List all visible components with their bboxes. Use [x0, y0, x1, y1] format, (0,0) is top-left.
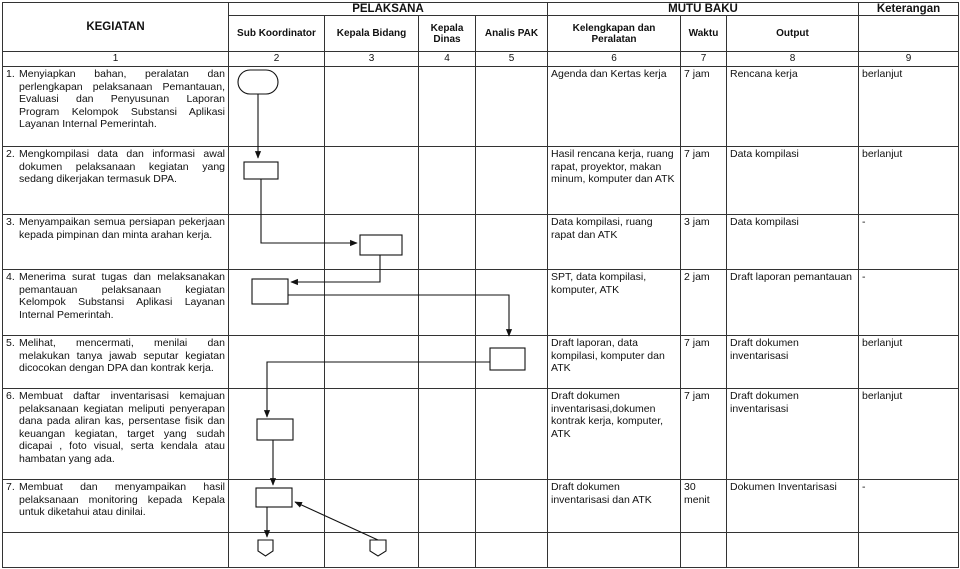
table-row: [3, 480, 959, 533]
waktu-cell: 7 jam: [681, 336, 727, 389]
blank-cell: [548, 533, 681, 568]
lane-analis-pak: [476, 480, 548, 533]
table-row: [3, 533, 959, 568]
blank-cell: [3, 533, 229, 568]
output-cell: Dokumen Inventarisasi: [727, 480, 859, 533]
lane-kepala-bidang: [325, 480, 419, 533]
header-output: Output: [727, 16, 859, 52]
row-number: 6.: [6, 390, 15, 402]
output-cell: Draft dokumen inventarisasi: [727, 336, 859, 389]
waktu-cell: 7 jam: [681, 147, 727, 215]
lane-kepala-dinas: [419, 270, 476, 336]
keterangan-cell: berlanjut: [859, 147, 959, 215]
lane-kepala-bidang: [325, 67, 419, 147]
kegiatan-cell: [3, 215, 229, 270]
header-kepala-bidang: Kepala Bidang: [325, 16, 419, 52]
lane-kepala-dinas: [419, 336, 476, 389]
lane-analis-pak: [476, 270, 548, 336]
lane-kepala-dinas: [419, 389, 476, 480]
header-kegiatan: KEGIATAN: [3, 3, 229, 52]
keterangan-cell: berlanjut: [859, 67, 959, 147]
output-cell: Data kompilasi: [727, 147, 859, 215]
waktu-cell: 3 jam: [681, 215, 727, 270]
output-cell: Data kompilasi: [727, 215, 859, 270]
keterangan-cell: berlanjut: [859, 336, 959, 389]
lane-kepala-bidang: [325, 270, 419, 336]
column-number: 1: [3, 52, 229, 67]
keterangan-cell: -: [859, 480, 959, 533]
waktu-cell: 7 jam: [681, 389, 727, 480]
header-sub-koordinator: Sub Koordinator: [229, 16, 325, 52]
blank-cell: [859, 533, 959, 568]
header-analis-pak: Analis PAK: [476, 16, 548, 52]
waktu-cell: 2 jam: [681, 270, 727, 336]
lane-kepala-dinas: [419, 215, 476, 270]
row-number: 4.: [6, 271, 15, 283]
table-row: [3, 147, 959, 215]
lane-sub-koordinator: [229, 336, 325, 389]
keterangan-cell: -: [859, 215, 959, 270]
lane-sub-koordinator: [229, 147, 325, 215]
kegiatan-cell: [3, 336, 229, 389]
table-row: [3, 67, 959, 147]
header-waktu: Waktu: [681, 16, 727, 52]
output-cell: Draft dokumen inventarisasi: [727, 389, 859, 480]
kegiatan-text: Melihat, mencermati, menilai dan melakukan tanya jawab seputar kegiatan dicocokan dengan DPA dan kontrak kerja.: [19, 337, 225, 375]
kelengkapan-cell: Hasil rencana kerja, ruang rapat, proyektor, makan minum, komputer dan ATK: [548, 147, 681, 215]
kegiatan-text: Membuat dan menyampaikan hasil pelaksanaan monitoring kepada Kepala untuk diketahui atau dinilai.: [19, 481, 225, 519]
lane-kepala-bidang: [325, 147, 419, 215]
column-number: 9: [859, 52, 959, 67]
header-keterangan: Keterangan: [859, 3, 959, 16]
lane-kepala-bidang: [325, 215, 419, 270]
header-keterangan-blank: [859, 16, 959, 52]
lane-sub-koordinator: [229, 215, 325, 270]
blank-cell: [681, 533, 727, 568]
kegiatan-text: Mengkompilasi data dan informasi awal dokumen pelaksanaan kegiatan yang sedang dikerjakan termasuk DPA.: [19, 148, 225, 186]
kelengkapan-cell: SPT, data kompilasi, komputer, ATK: [548, 270, 681, 336]
lane-sub-koordinator: [229, 389, 325, 480]
table-row: [3, 270, 959, 336]
kelengkapan-cell: Agenda dan Kertas kerja: [548, 67, 681, 147]
lane-kepala-dinas: [419, 147, 476, 215]
kegiatan-cell: [3, 270, 229, 336]
header-kelengkapan: Kelengkapan dan Peralatan: [548, 16, 681, 52]
kegiatan-cell: [3, 389, 229, 480]
column-number-row: [3, 52, 959, 67]
waktu-cell: 30 menit: [681, 480, 727, 533]
kegiatan-text: Menyiapkan bahan, peralatan dan perlengkapan pelaksanaan Pemantauan, Evaluasi dan Penyusunan Laporan Program Kelompok Substansi Aplikasi Layanan Internal Pemerintah.: [19, 68, 225, 131]
lane-analis-pak: [476, 147, 548, 215]
keterangan-cell: -: [859, 270, 959, 336]
row-number: 3.: [6, 216, 15, 228]
table-row: [3, 389, 959, 480]
row-number: 1.: [6, 68, 15, 80]
table-row: [3, 215, 959, 270]
row-number: 2.: [6, 148, 15, 160]
kegiatan-cell: [3, 67, 229, 147]
kelengkapan-cell: Draft dokumen inventarisasi dan ATK: [548, 480, 681, 533]
header-mutu-baku: MUTU BAKU: [548, 3, 859, 16]
lane-sub-koordinator: [229, 533, 325, 568]
column-number: 6: [548, 52, 681, 67]
kegiatan-text: Membuat daftar inventarisasi kemajuan pelaksanaan kegiatan meliputi penyerapan dana pada aliran kas, persentase fisik dan keuangan kegiatan, target yang sudah dicapai , foto visual, serta kendala atau hambatan yang ada.: [19, 390, 225, 465]
output-cell: Rencana kerja: [727, 67, 859, 147]
kelengkapan-cell: Data kompilasi, ruang rapat dan ATK: [548, 215, 681, 270]
lane-kepala-bidang: [325, 533, 419, 568]
column-number: 7: [681, 52, 727, 67]
column-number: 2: [229, 52, 325, 67]
column-number: 4: [419, 52, 476, 67]
lane-kepala-dinas: [419, 480, 476, 533]
kegiatan-text: Menerima surat tugas dan melaksanakan pemantauan pelaksanaan kegiatan Kelompok Substansi Aplikasi Layanan Internal Pemerintah.: [19, 271, 225, 321]
lane-kepala-dinas: [419, 67, 476, 147]
kegiatan-text: Menyampaikan semua persiapan pekerjaan kepada pimpinan dan minta arahan kerja.: [19, 216, 225, 241]
lane-analis-pak: [476, 336, 548, 389]
lane-analis-pak: [476, 215, 548, 270]
keterangan-cell: berlanjut: [859, 389, 959, 480]
lane-kepala-dinas: [419, 533, 476, 568]
kegiatan-cell: [3, 147, 229, 215]
kelengkapan-cell: Draft laporan, data kompilasi, komputer dan ATK: [548, 336, 681, 389]
lane-analis-pak: [476, 67, 548, 147]
column-number: 5: [476, 52, 548, 67]
row-number: 7.: [6, 481, 15, 493]
table-row: [3, 336, 959, 389]
column-number: 3: [325, 52, 419, 67]
lane-analis-pak: [476, 389, 548, 480]
lane-kepala-bidang: [325, 336, 419, 389]
lane-sub-koordinator: [229, 67, 325, 147]
sop-table: [2, 2, 959, 568]
lane-analis-pak: [476, 533, 548, 568]
row-number: 5.: [6, 337, 15, 349]
column-number: 8: [727, 52, 859, 67]
kegiatan-cell: [3, 480, 229, 533]
waktu-cell: 7 jam: [681, 67, 727, 147]
lane-sub-koordinator: [229, 480, 325, 533]
blank-cell: [727, 533, 859, 568]
output-cell: Draft laporan pemantauan: [727, 270, 859, 336]
kelengkapan-cell: Draft dokumen inventarisasi,dokumen kontrak kerja, komputer, ATK: [548, 389, 681, 480]
lane-kepala-bidang: [325, 389, 419, 480]
header-pelaksana: PELAKSANA: [229, 3, 548, 16]
lane-sub-koordinator: [229, 270, 325, 336]
header-kepala-dinas: Kepala Dinas: [419, 16, 476, 52]
